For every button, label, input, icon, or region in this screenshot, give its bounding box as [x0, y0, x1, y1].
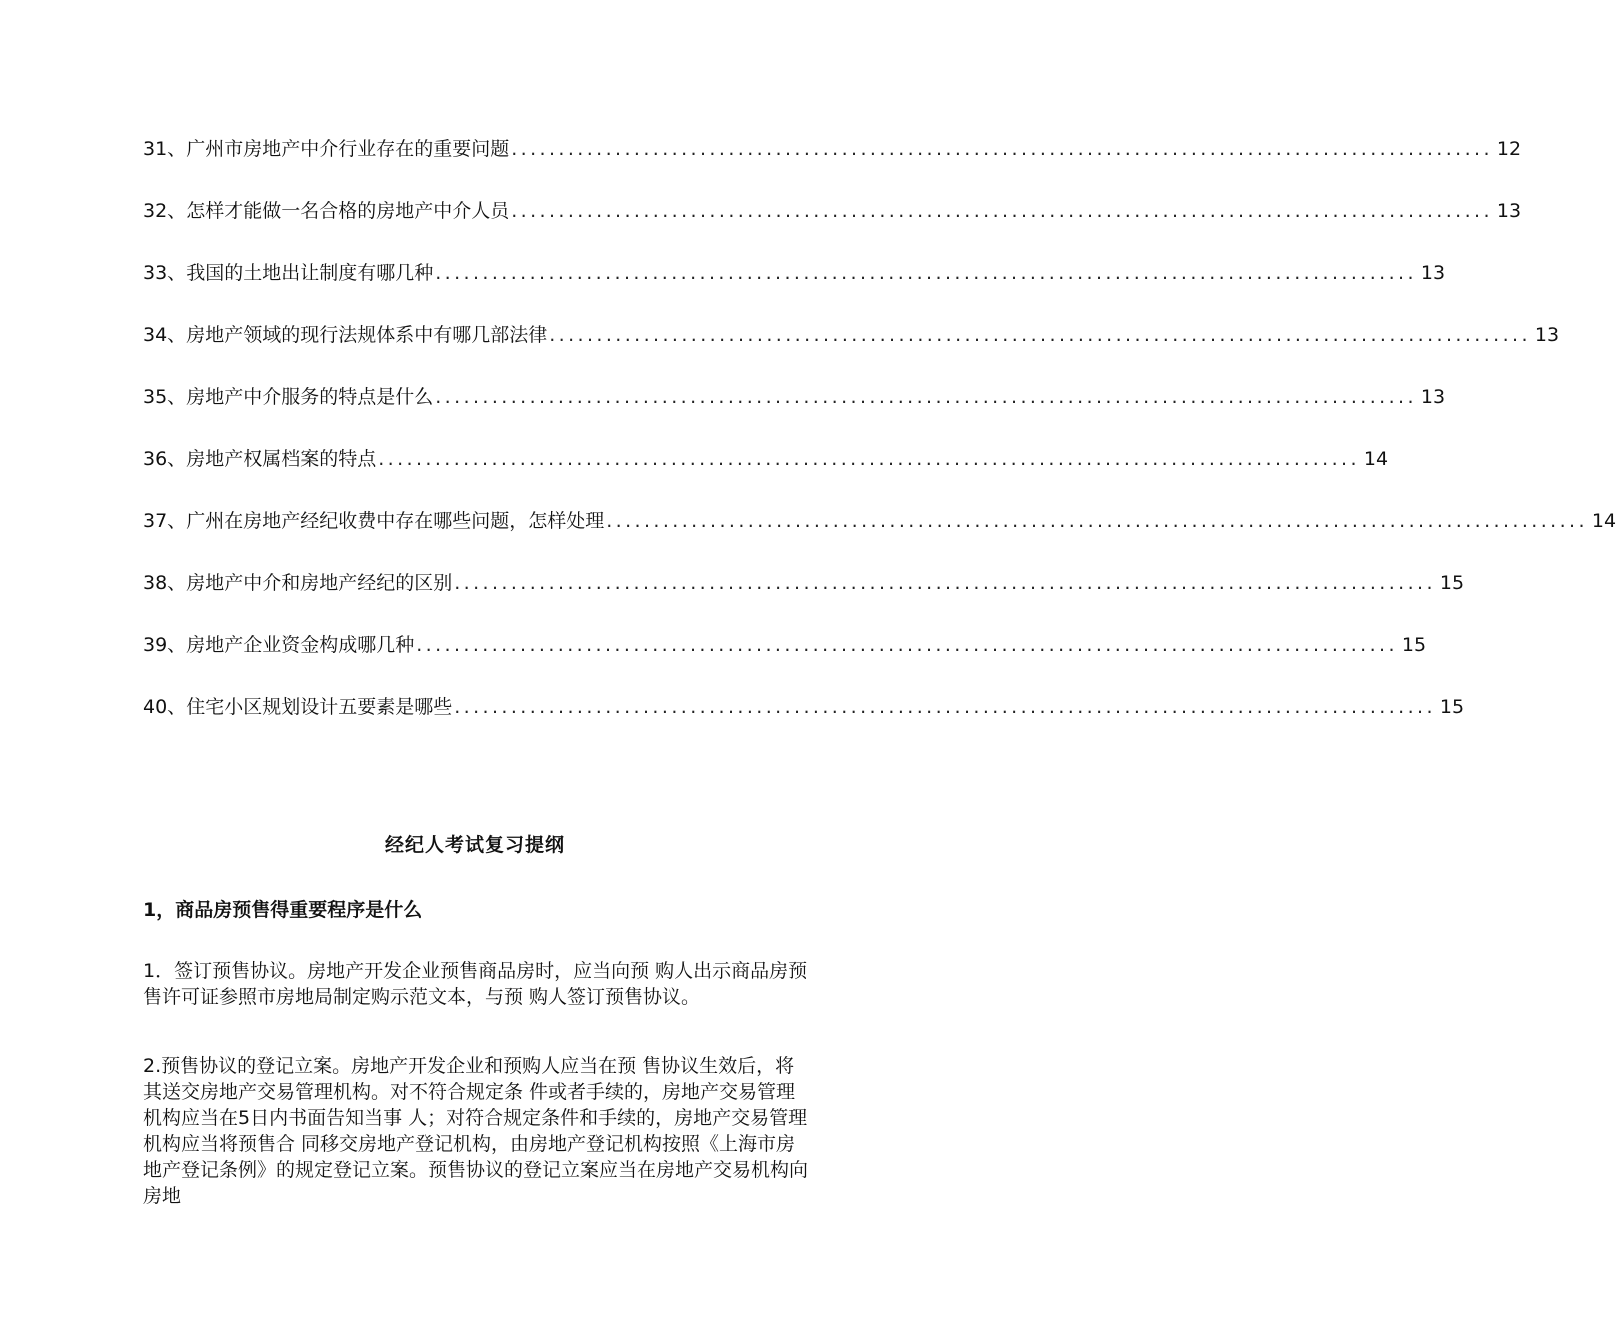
toc-entry[interactable] [143, 614, 1427, 676]
toc-entry-number: 38、 [143, 572, 187, 594]
section-heading: 1，商品房预售得重要程序是什么 [143, 899, 423, 921]
toc-entry-title: 广州市房地产中介行业存在的重要问题 [186, 138, 510, 160]
toc-entry-page: 15 [1439, 572, 1465, 594]
toc-entry-page: 13 [1496, 200, 1522, 222]
toc-dot-leader: ........................................................................................................ [511, 200, 1493, 222]
toc-entry[interactable] [143, 366, 1446, 428]
toc-entry-page: 14 [1363, 448, 1389, 470]
toc-entry-number: 36、 [143, 448, 187, 470]
toc-entry-title: 住宅小区规划设计五要素是哪些 [186, 696, 453, 718]
toc-entry-page: 15 [1439, 696, 1465, 718]
toc-entry[interactable] [143, 428, 1389, 490]
toc-entry[interactable] [143, 676, 1465, 738]
toc-dot-leader: ........................................................................................................ [454, 696, 1436, 718]
toc-dot-leader: ........................................................................................................ [378, 448, 1360, 470]
toc-entry-number: 37、 [143, 510, 187, 532]
toc-entry[interactable] [143, 118, 1522, 180]
toc-entry-number: 32、 [143, 200, 187, 222]
toc-entry-title: 房地产中介服务的特点是什么 [186, 386, 434, 408]
toc-entry[interactable] [143, 490, 1616, 552]
toc-entry-title: 房地产中介和房地产经纪的区别 [186, 572, 453, 594]
toc-entry[interactable] [143, 180, 1522, 242]
toc-entry-page: 14 [1591, 510, 1616, 532]
toc-entry[interactable] [143, 552, 1465, 614]
toc-entry-number: 40、 [143, 696, 187, 718]
toc-entry[interactable] [143, 242, 1446, 304]
toc-dot-leader: ........................................................................................................ [454, 572, 1436, 594]
document-title: 经纪人考试复习提纲 [384, 834, 565, 856]
toc-entry-number: 31、 [143, 138, 187, 160]
toc-entry-number: 33、 [143, 262, 187, 284]
toc-entry-title: 广州在房地产经纪收费中存在哪些问题，怎样处理 [186, 510, 605, 532]
toc-entry-page: 13 [1534, 324, 1560, 346]
table-of-contents [143, 118, 1616, 738]
toc-entry-number: 35、 [143, 386, 187, 408]
toc-entry-number: 34、 [143, 324, 187, 346]
toc-entry-page: 13 [1420, 262, 1446, 284]
toc-dot-leader: ........................................................................................................ [435, 262, 1417, 284]
toc-entry-page: 15 [1401, 634, 1427, 656]
toc-entry-title: 房地产企业资金构成哪几种 [186, 634, 415, 656]
toc-dot-leader: ........................................................................................................ [511, 138, 1493, 160]
toc-dot-leader: ........................................................................................................ [606, 510, 1588, 532]
toc-entry[interactable] [143, 304, 1560, 366]
toc-entry-page: 13 [1420, 386, 1446, 408]
toc-entry-title: 怎样才能做一名合格的房地产中介人员 [186, 200, 510, 222]
toc-dot-leader: ........................................................................................................ [435, 386, 1417, 408]
toc-entry-title: 房地产领域的现行法规体系中有哪几部法律 [186, 324, 548, 346]
body-paragraph: 2.预售协议的登记立案。房地产开发企业和预购人应当在预 售协议生效后，将其送交房地产交易管理机构。对不符合规定条 件或者手续的，房地产交易管理机构应当在5日内书面告知当事 人；对符合规定条件和手续的，房地产交易管理机构应当将预售合 同移交房地产登记机构，由房地产登记机构按照《上海市房地产登记条例》的规定登记立案。预售协议的登记立案应当在房地产交易机构向房地 [143, 1055, 809, 1207]
toc-dot-leader: ........................................................................................................ [549, 324, 1531, 346]
toc-entry-title: 我国的土地出让制度有哪几种 [186, 262, 434, 284]
toc-entry-number: 39、 [143, 634, 187, 656]
body-paragraph: 1．签订预售协议。房地产开发企业预售商品房时，应当向预 购人出示商品房预售许可证参照市房地局制定购示范文本，与预 购人签订预售协议。 [143, 960, 808, 1008]
toc-entry-page: 12 [1496, 138, 1522, 160]
toc-dot-leader: ........................................................................................................ [416, 634, 1398, 656]
toc-entry-title: 房地产权属档案的特点 [186, 448, 377, 470]
